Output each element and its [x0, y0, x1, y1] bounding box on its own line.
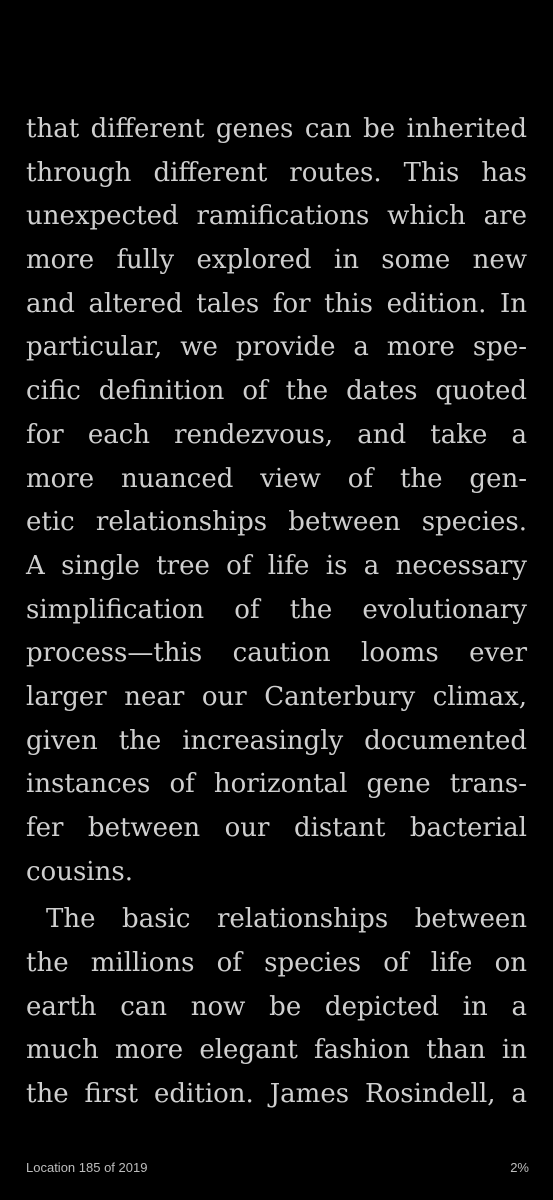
- text-line: process—this caution looms ever: [26, 638, 527, 669]
- text-line: the millions of species of life on: [26, 948, 527, 979]
- text-line: unexpected ramifications which are: [26, 201, 527, 232]
- text-line: fer between our distant bacterial: [26, 813, 527, 843]
- text-line: that different genes can be inherited: [26, 114, 527, 144]
- book-text: [26, 108, 527, 1117]
- text-line: simplification of the evolutionary: [26, 594, 527, 625]
- text-line: given the increasingly documented: [26, 725, 527, 756]
- text-line: and altered tales for this edition. In: [26, 288, 527, 319]
- location-indicator[interactable]: Location 185 of 2019: [26, 1160, 148, 1175]
- text-line: cific definition of the dates quoted: [26, 376, 527, 407]
- text-line: The basic relationships between: [46, 904, 527, 935]
- progress-percentage[interactable]: 2%: [510, 1160, 529, 1175]
- text-line: more fully explored in some new: [26, 245, 527, 276]
- text-line: for each rendezvous, and take a: [26, 419, 527, 450]
- text-line: through different routes. This has: [26, 157, 527, 188]
- text-line: the first edition. James Rosindell, a: [26, 1079, 527, 1110]
- text-line: more nuanced view of the gen-: [26, 463, 527, 494]
- text-line: particular, we provide a more spe-: [26, 332, 527, 363]
- text-line: larger near our Canterbury climax,: [26, 681, 527, 712]
- text-line: much more elegant fashion than in: [26, 1035, 527, 1066]
- text-line: instances of horizontal gene trans-: [26, 769, 527, 800]
- text-line: etic relationships between species.: [26, 507, 527, 538]
- text-line: cousins.: [26, 856, 133, 887]
- text-line: A single tree of life is a necessary: [26, 550, 527, 581]
- text-line: earth can now be depicted in a: [26, 991, 527, 1022]
